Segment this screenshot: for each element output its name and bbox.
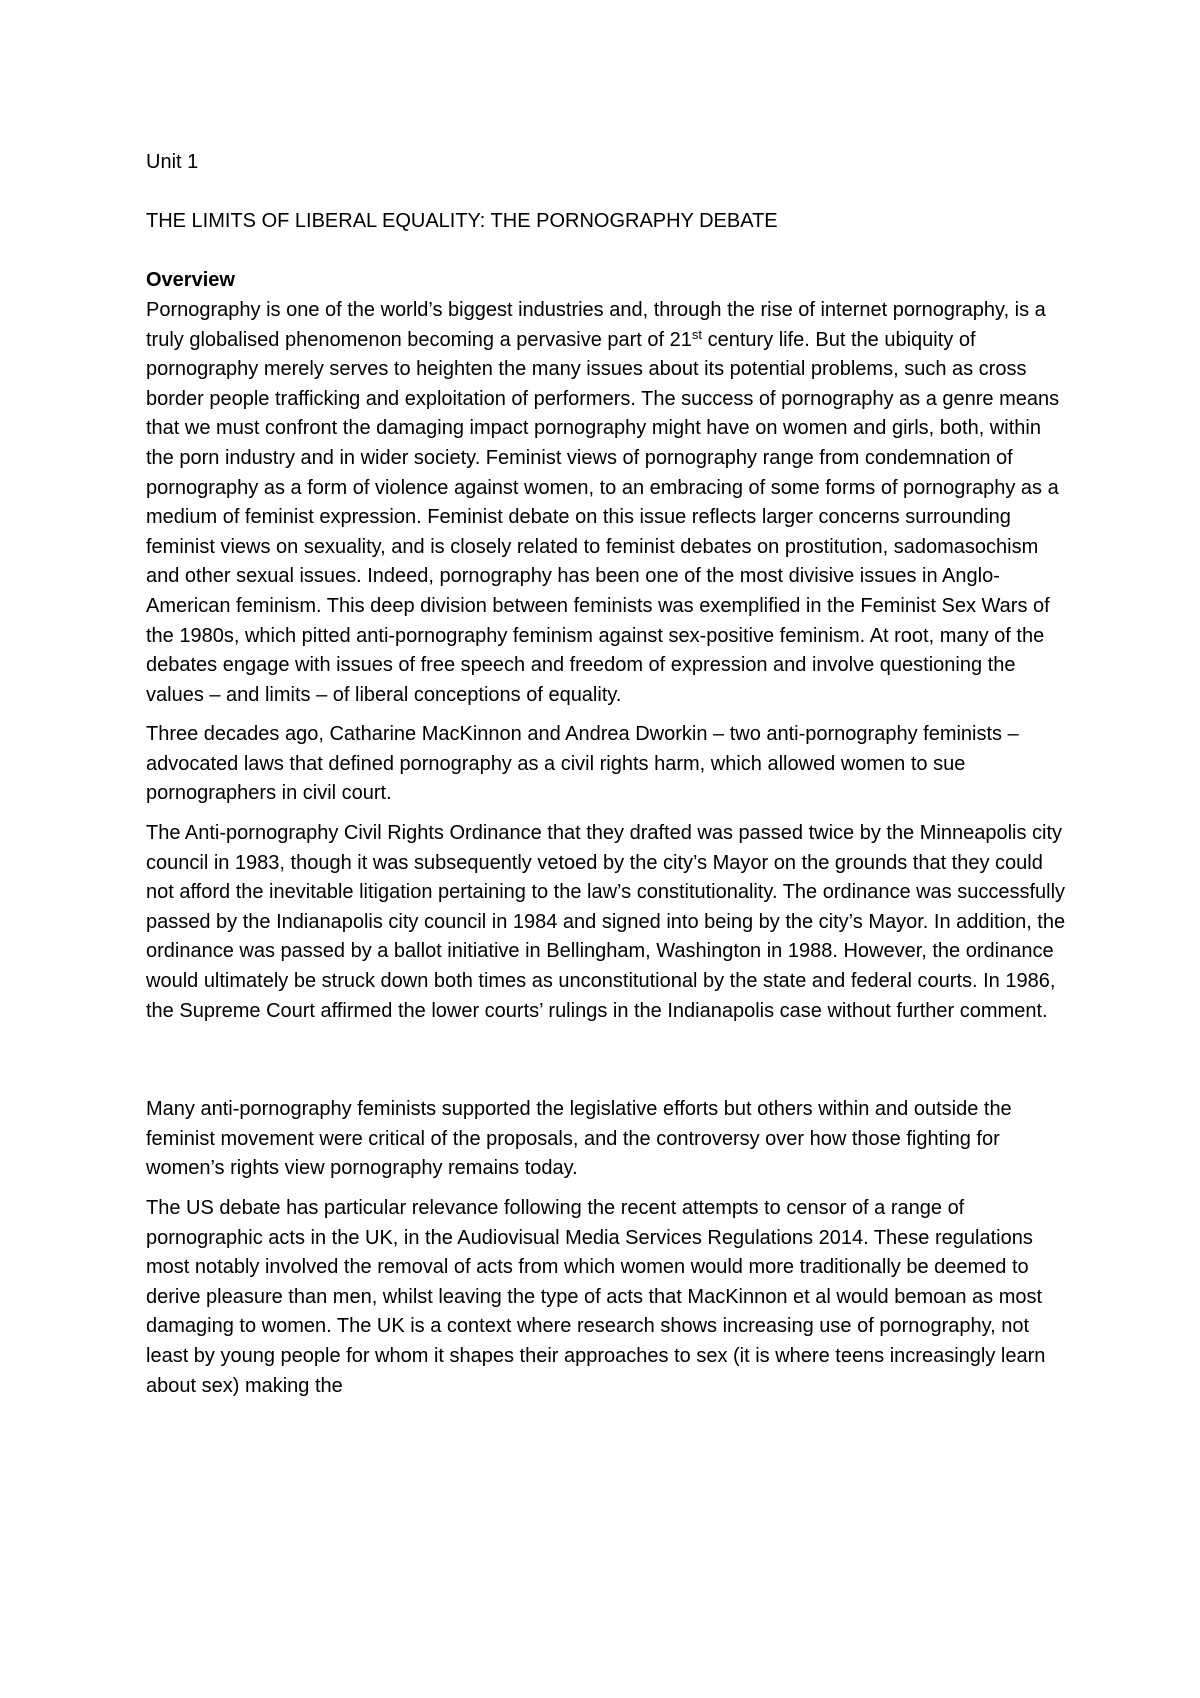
paragraph-overview-text-end: century life. But the ubiquity of pornography merely serves to heighten the many issues about its potential problems, such as cross border people trafficking and exploitation of performers. The success of pornography as a genre means that we must confront the damaging impact pornography might have on women and girls, both, within the porn industry and in wider society. Feminist views of pornography range from condemnation of pornography as a form of violence against women, to an embracing of some forms of pornography as a medium of feminist expression. Feminist debate on this issue reflects larger concerns surrounding feminist views on sexuality, and is closely related to feminist debates on prostitution, sadomasochism and other sexual issues. Indeed, pornography has been one of the most divisive issues in Anglo-American feminism. This deep division between feminists was exemplified in the Feminist Sex Wars of the 1980s, which pitted anti-pornography feminism against sex-positive feminism. At root, many of the debates engage with issues of free speech and freedom of expression and involve questioning the values – and limits – of liberal conceptions of equality. xyxy=(146,328,1060,706)
paragraph-controversy: Many anti-pornography feminists supported the legislative efforts but others within and outside the feminist movement were critical of the proposals, and the controversy over how those fighting for women’s rights view pornography remains today. xyxy=(146,1098,1012,1180)
unit-label: Unit 1 xyxy=(146,151,199,173)
document-page xyxy=(146,148,1071,1411)
paragraph-overview-text-start: Pornography is one of the world’s biggest industries and, through the rise of internet pornography, is a truly globalised phenomenon becoming a pervasive part of 21 xyxy=(146,298,1046,351)
paragraph-uk-regulations: The US debate has particular relevance following the recent attempts to censor of a range of pornographic acts in the UK, in the Audiovisual Media Services Regulations 2014. These regulations most notably involved the removal of acts from which women would more traditionally be deemed to derive pleasure than men, whilst leaving the type of acts that MacKinnon et al would bemoan as most damaging to women. The UK is a context where research shows increasing use of pornography, not least by young people for whom it shapes their approaches to sex (it is where teens increasingly learn about sex) making the xyxy=(146,1197,1046,1397)
superscript-ordinal: st xyxy=(691,326,703,342)
document-title: THE LIMITS OF LIBERAL EQUALITY: THE PORNOGRAPHY DEBATE xyxy=(146,210,778,233)
paragraph-overview xyxy=(146,296,1071,710)
paragraph-mackinnon-dworkin: Three decades ago, Catharine MacKinnon and Andrea Dworkin – two anti-pornography feminists – advocated laws that defined pornography as a civil rights harm, which allowed women to sue pornographers in civil court. xyxy=(146,723,1019,805)
section-heading-overview: Overview xyxy=(146,269,235,292)
paragraph-ordinance-history: The Anti-pornography Civil Rights Ordinance that they drafted was passed twice by the Minneapolis city council in 1983, though it was subsequently vetoed by the city’s Mayor on the grounds that they could not afford the inevitable litigation pertaining to the law’s constitutionality. The ordinance was successfully passed by the Indianapolis city council in 1984 and signed into being by the city’s Mayor. In addition, the ordinance was passed by a ballot initiative in Bellingham, Washington in 1988. However, the ordinance would ultimately be struck down both times as unconstitutional by the state and federal courts. In 1986, the Supreme Court affirmed the lower courts’ rulings in the Indianapolis case without further comment. xyxy=(146,822,1066,1022)
